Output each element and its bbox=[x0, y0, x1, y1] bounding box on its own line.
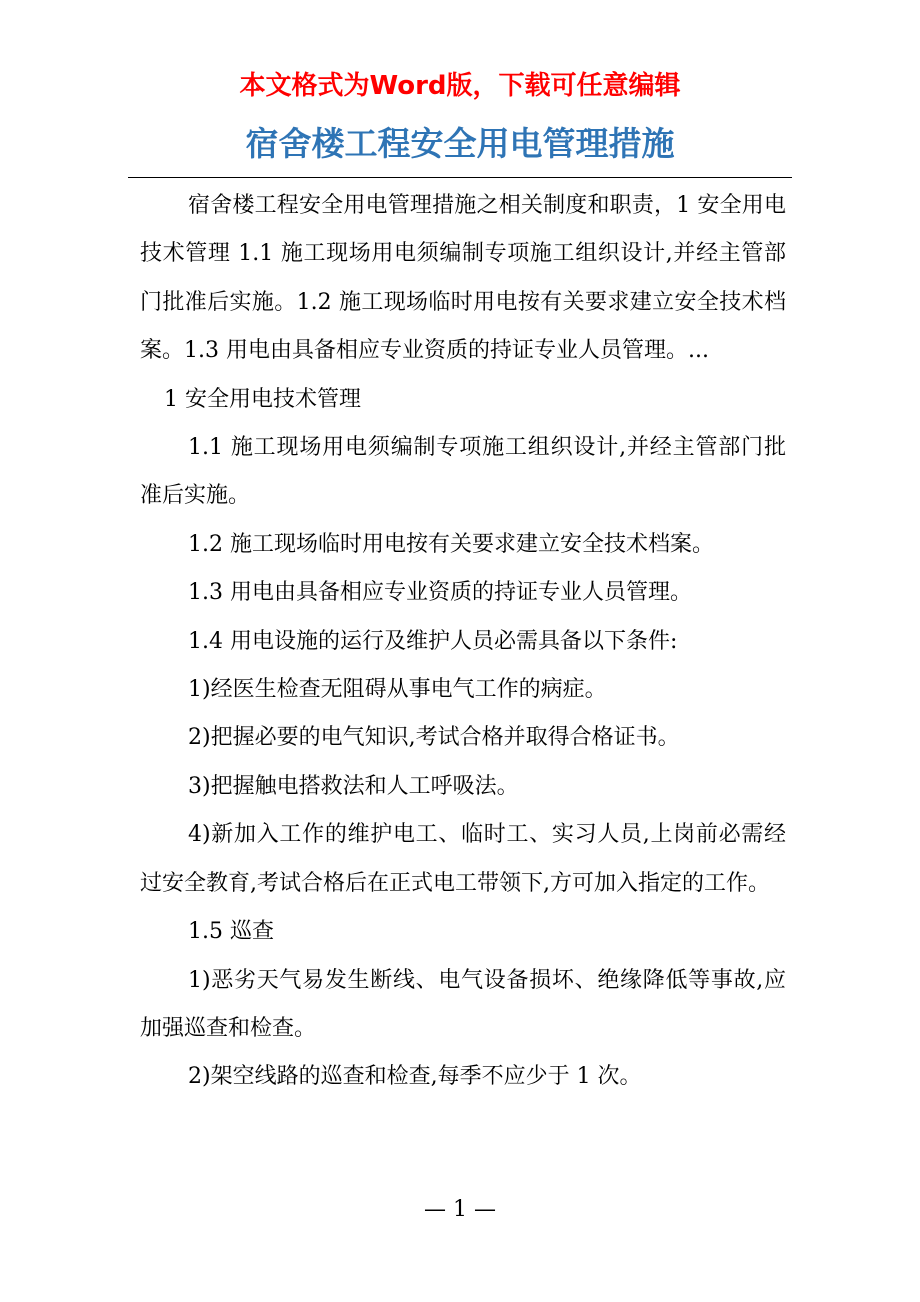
inspection-item-2: 2)架空线路的巡查和检查,每季不应少于 1 次。 bbox=[188, 1064, 642, 1090]
paragraph-1-4: 1.4 用电设施的运行及维护人员必需具备以下条件: bbox=[188, 628, 678, 654]
format-banner: 本文格式为Word版，下载可任意编辑 bbox=[239, 71, 681, 101]
paragraph-1-5: 1.5 巡查 bbox=[188, 919, 274, 945]
page-number: — 1 — bbox=[424, 1197, 496, 1222]
list-item-1: 1)经医生检查无阻碍从事电气工作的病症。 bbox=[188, 677, 607, 703]
inspection-item-1: 1)恶劣天气易发生断线、电气设备损坏、绝缘降低等事故,应加强巡查和检查。 bbox=[140, 967, 786, 1041]
paragraph-1-1: 1.1 施工现场用电须编制专项施工组织设计,并经主管部门批准后实施。 bbox=[140, 435, 786, 509]
list-item-3: 3)把握触电搭救法和人工呼吸法。 bbox=[188, 773, 519, 799]
list-item-4: 4)新加入工作的维护电工、临时工、实习人员,上岗前必需经过安全教育,考试合格后在正式电工带领下,方可加入指定的工作。 bbox=[140, 822, 786, 896]
paragraph-1-3: 1.3 用电由具备相应专业资质的持证专业人员管理。 bbox=[188, 580, 692, 606]
document-body bbox=[140, 182, 786, 1102]
document-title: 宿舍楼工程安全用电管理措施 bbox=[245, 124, 675, 163]
section-heading-1: 1 安全用电技术管理 bbox=[164, 386, 361, 412]
summary-paragraph: 宿舍楼工程安全用电管理措施之相关制度和职责，1 安全用电技术管理 1.1 施工现场用电须编制专项施工组织设计,并经主管部门批准后实施。1.2 施工现场临时用电按有关要求建立安全技术档案。1.3 用电由具备相应专业资质的持证专业人员管理。... bbox=[140, 193, 787, 364]
list-item-2: 2)把握必要的电气知识,考试合格并取得合格证书。 bbox=[188, 725, 680, 751]
paragraph-1-2: 1.2 施工现场临时用电按有关要求建立安全技术档案。 bbox=[188, 531, 714, 557]
title-divider bbox=[128, 177, 792, 178]
